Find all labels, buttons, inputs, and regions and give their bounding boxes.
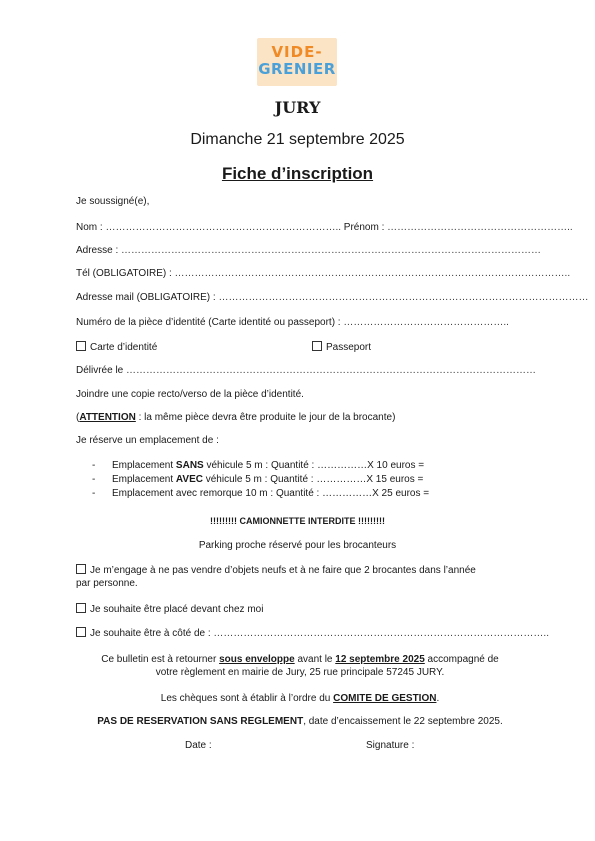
list-bullet: - [92, 474, 96, 485]
encaissement-text: , date d’encaissement le 22 septembre 2025. [303, 716, 503, 727]
cheques-text: Les chèques sont à établir à l’ordre du [160, 693, 334, 704]
carte-option[interactable] [76, 341, 157, 353]
piece-field[interactable]: ………………………………………….. [343, 317, 509, 328]
emplacement-post[interactable]: véhicule 5 m : Quantité : ……………X 10 euros = [203, 460, 425, 471]
reserve-text: Je réserve un emplacement de : [76, 435, 219, 446]
devant-label: Je souhaite être placé devant chez moi [90, 604, 264, 615]
prenom-field[interactable]: ……………………………………………….. [387, 222, 573, 233]
retour-text-e: accompagné de [424, 654, 499, 665]
attention-label: ATTENTION [79, 412, 136, 423]
passeport-checkbox[interactable] [312, 341, 322, 351]
emplacement-item-sans [0, 460, 595, 474]
list-bullet: - [92, 488, 96, 499]
vide-grenier-logo [257, 38, 337, 86]
carte-checkbox[interactable] [76, 341, 86, 351]
event-date: Dimanche 21 septembre 2025 [190, 131, 405, 148]
camionnette-warning: !!!!!!!!! CAMIONNETTE INTERDITE !!!!!!!!! [210, 516, 385, 526]
passeport-option[interactable] [312, 341, 371, 353]
cote-field[interactable]: ……………………………………………………………………………………….. [213, 628, 549, 639]
emplacement-post[interactable]: véhicule 5 m : Quantité : ……………X 15 euros = [202, 474, 424, 485]
mail-label: Adresse mail (OBLIGATOIRE) : [76, 292, 216, 303]
emplacement-pre: Emplacement avec remorque 10 m : Quantité : ……………X 25 euros = [112, 488, 430, 499]
emplacement-bold: SANS [175, 460, 204, 471]
delivree-label: Délivrée le [76, 365, 124, 376]
reglement-line [60, 715, 540, 728]
cheques-period: . [436, 693, 440, 704]
engage-text-2: par personne. [76, 578, 138, 589]
attention-paren: ( [76, 412, 80, 423]
comite-gestion: COMITE DE GESTION [333, 693, 437, 704]
retour-enveloppe: sous enveloppe [219, 654, 295, 665]
devant-row[interactable] [76, 603, 263, 615]
tel-row [76, 268, 570, 279]
cote-label: Je souhaite être à côté de : [90, 628, 211, 639]
carte-label: Carte d’identité [90, 342, 158, 353]
emplacement-pre: Emplacement [112, 474, 176, 485]
retour-deadline: 12 septembre 2025 [335, 654, 425, 665]
mail-row [76, 292, 588, 303]
emplacement-avec-text [112, 474, 423, 485]
delivree-row [76, 365, 536, 376]
nom-label: Nom : [76, 222, 103, 233]
no-reservation-text: PAS DE RESERVATION SANS REGLEMENT [97, 716, 304, 727]
adresse-label: Adresse : [76, 245, 119, 256]
copie-text: Joindre une copie recto/verso de la pièce d’identité. [76, 389, 304, 400]
list-bullet: - [92, 460, 96, 471]
signature-label[interactable]: Signature : [366, 740, 415, 751]
retour-text-c: avant le [294, 654, 336, 665]
attention-text: : la même pièce devra être produite le jour de la brocante) [135, 412, 396, 423]
form-title: Fiche d’inscription [221, 164, 374, 183]
emplacement-item-avec [0, 474, 595, 488]
emplacement-list [0, 460, 595, 502]
piece-label: Numéro de la pièce d’identité (Carte identité ou passeport) : [76, 317, 341, 328]
nom-field[interactable]: …………………………………………………………….. [105, 222, 342, 233]
emplacement-sans-text [112, 460, 424, 471]
prenom-label: Prénom : [343, 222, 385, 233]
logo-line-2: GRENIER [258, 60, 336, 78]
page-title-town: JURY [274, 98, 321, 117]
cote-row[interactable] [76, 627, 549, 639]
retour-paragraph [60, 653, 540, 679]
adresse-field[interactable]: ……………………………………………………………………………………………………………… [121, 245, 542, 256]
nom-row [76, 222, 573, 233]
tel-label: Tél (OBLIGATOIRE) : [76, 268, 172, 279]
retour-address: votre règlement en mairie de Jury, 25 rue principale 57245 JURY. [155, 667, 445, 678]
adresse-row [76, 245, 541, 256]
passeport-label: Passeport [326, 342, 372, 353]
piece-row [76, 317, 509, 328]
emplacement-remorque-text[interactable] [112, 488, 429, 499]
cote-checkbox[interactable] [76, 627, 86, 637]
engage-checkbox[interactable] [76, 564, 86, 574]
delivree-field[interactable]: …………………………………………………………………………………………………………… [126, 365, 537, 376]
cheques-line [60, 692, 540, 705]
mail-field[interactable]: ………………………………………………………………………………………………… [218, 292, 589, 303]
date-label[interactable]: Date : [185, 740, 212, 751]
tel-field[interactable]: ……………………………………………………………………………………………………….. [174, 268, 571, 279]
engage-row[interactable] [76, 564, 476, 576]
intro-text: Je soussigné(e), [76, 196, 150, 207]
parking-note: Parking proche réservé pour les brocanteurs [198, 540, 397, 551]
devant-checkbox[interactable] [76, 603, 86, 613]
attention-row [76, 412, 395, 423]
emplacement-bold: AVEC [175, 474, 203, 485]
emplacement-item-remorque [0, 488, 595, 502]
emplacement-pre: Emplacement [112, 460, 176, 471]
logo-line-1: VIDE- [271, 43, 323, 61]
retour-text-a: Ce bulletin est à retourner [101, 654, 220, 665]
engage-text-1: Je m’engage à ne pas vendre d’objets neufs et à ne faire que 2 brocantes dans l’année [90, 565, 476, 576]
